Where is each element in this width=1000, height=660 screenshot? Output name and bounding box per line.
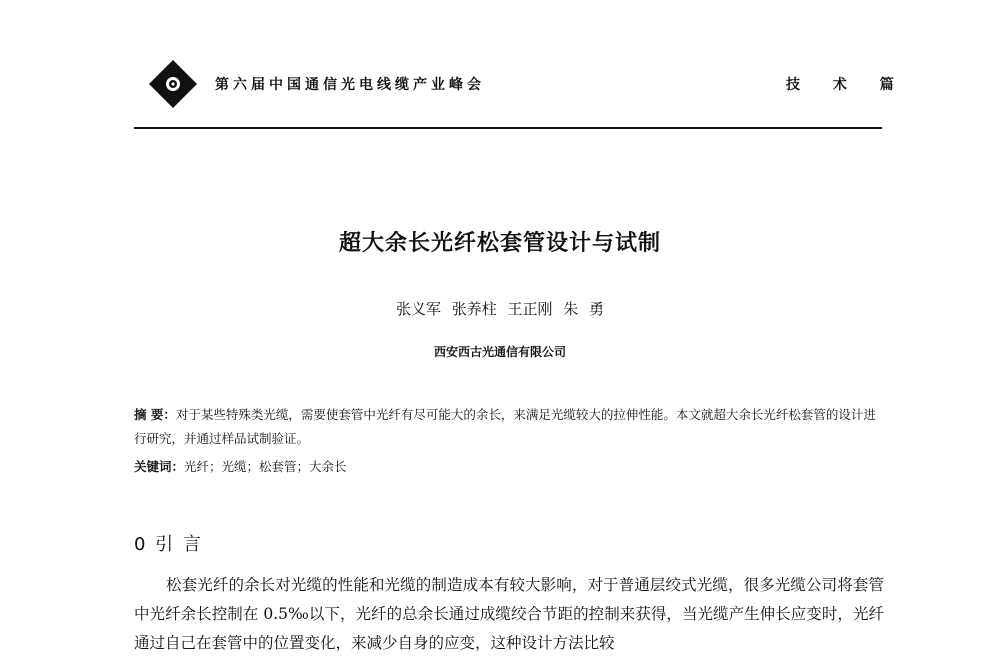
header-divider <box>134 127 882 129</box>
paper-affiliation: 西安西古光通信有限公司 <box>433 345 566 359</box>
section-heading: 0 引 言 <box>134 534 203 555</box>
conference-name: 第六届中国通信光电线缆产业峰会 <box>215 77 485 93</box>
abstract-text: 对于某些特殊类光缆，需要使套管中光纤有尽可能大的余长，来满足光缆较大的拉伸性能。本文就超大余长光纤松套管的设计进行研究，并通过样品试制验证。 <box>134 407 876 446</box>
paper-title: 超大余长光纤松套管设计与试制 <box>338 231 661 256</box>
keywords-label: 关键词： <box>134 459 185 474</box>
abstract-block <box>134 403 884 451</box>
keywords-block <box>134 457 884 475</box>
conference-logo-icon <box>147 58 199 110</box>
section-label: 技 术 篇 <box>786 77 908 93</box>
abstract-label: 摘 要： <box>134 407 176 422</box>
body-paragraph: 松套光纤的余长对光缆的性能和光缆的制造成本有较大影响，对于普通层绞式光缆，很多光缆公司将套管中光纤余长控制在 0.5‰以下，光纤的总余长通过成缆绞合节距的控制来获得，当光缆产生伸长应变时，光纤通过自己在套管中的位置变化，来减少自身的应变，这种设计方法比较 <box>134 576 884 652</box>
paper-authors: 张义军 张养柱 王正刚 朱 勇 <box>395 300 605 318</box>
keywords-text: 光纤；光缆；松套管；大余长 <box>184 459 347 474</box>
